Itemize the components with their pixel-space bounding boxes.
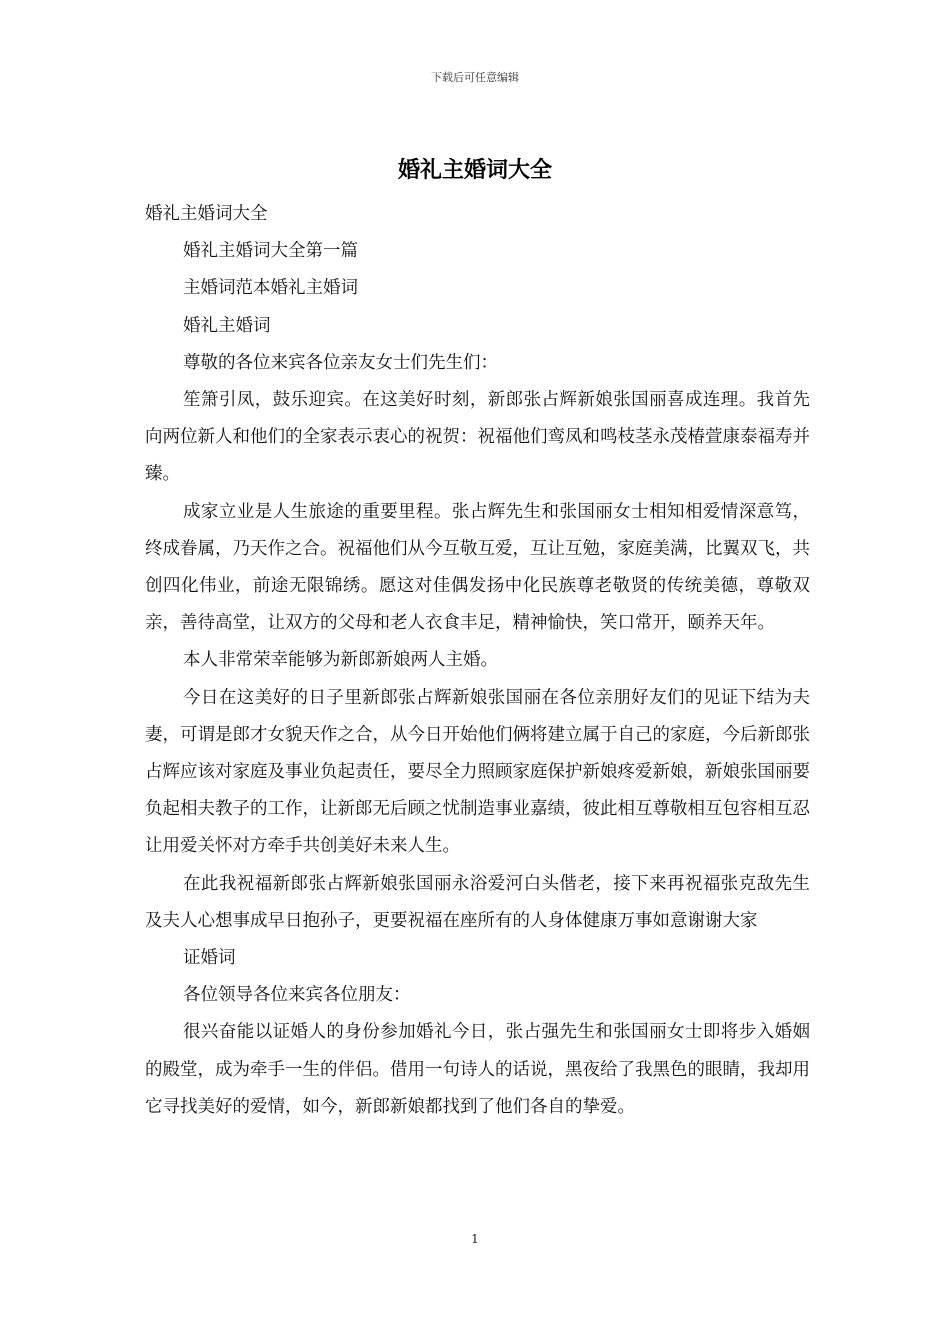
paragraph: 本人非常荣幸能够为新郎新娘两人主婚。 — [183, 650, 498, 671]
paragraph: 在此我祝福新郎张占辉新娘张国丽永浴爱河白头偕老，接下来再祝福张克敌先生及夫人心想事成早日抱孙子，更要祝福在座所有的人身体健康万事如意谢谢大家 — [145, 873, 810, 931]
paragraph: 婚礼主婚词 — [183, 315, 271, 336]
paragraph: 各位领导各位来宾各位朋友： — [183, 985, 411, 1006]
header-note: 下载后可任意编辑 — [431, 71, 519, 84]
paragraph: 很兴奋能以证婚人的身份参加婚礼今日，张占强先生和张国丽女士即将步入婚姻的殿堂，成为牵手一生的伴侣。借用一句诗人的话说，黑夜给了我黑色的眼睛，我却用它寻找美好的爱情，如今，新郎新娘都找到了他们各自的挚爱。 — [145, 1022, 810, 1117]
document-body — [145, 196, 810, 1126]
paragraph: 主婚词范本婚礼主婚词 — [183, 278, 358, 299]
paragraph: 尊敬的各位来宾各位亲友女士们先生们： — [183, 352, 498, 373]
paragraph: 婚礼主婚词大全 — [145, 204, 268, 224]
paragraph: 婚礼主婚词大全第一篇 — [183, 241, 358, 262]
document-title: 婚礼主婚词大全 — [397, 157, 552, 183]
page-number: 1 — [471, 1232, 479, 1246]
paragraph: 证婚词 — [183, 948, 236, 969]
paragraph: 笙箫引凤，鼓乐迎宾。在这美好时刻，新郎张占辉新娘张国丽喜成连理。我首先向两位新人和他们的全家表示衷心的祝贺：祝福他们鸾凤和鸣枝茎永茂椿萱康泰福寿并臻。 — [145, 390, 810, 485]
paragraph: 今日在这美好的日子里新郎张占辉新娘张国丽在各位亲朋好友们的见证下结为夫妻，可谓是郎才女貌天作之合，从今日开始他们俩将建立属于自己的家庭，今后新郎张占辉应该对家庭及事业负起责任，要尽全力照顾家庭保护新娘疼爱新娘，新娘张国丽要负起相夫教子的工作，让新郎无后顾之忧制造事业嘉绩，彼此相互尊敬相互包容相互忍让用爱关怀对方牵手共创美好未来人生。 — [145, 687, 810, 857]
paragraph: 成家立业是人生旅途的重要里程。张占辉先生和张国丽女士相知相爱情深意笃，终成眷属，乃天作之合。祝福他们从今互敬互爱，互让互勉，家庭美满，比翼双飞，共创四化伟业，前途无限锦绣。愿这对佳偶发扬中化民族尊老敬贤的传统美德，尊敬双亲，善待高堂，让双方的父母和老人衣食丰足，精神愉快，笑口常开，颐养天年。 — [145, 501, 810, 634]
